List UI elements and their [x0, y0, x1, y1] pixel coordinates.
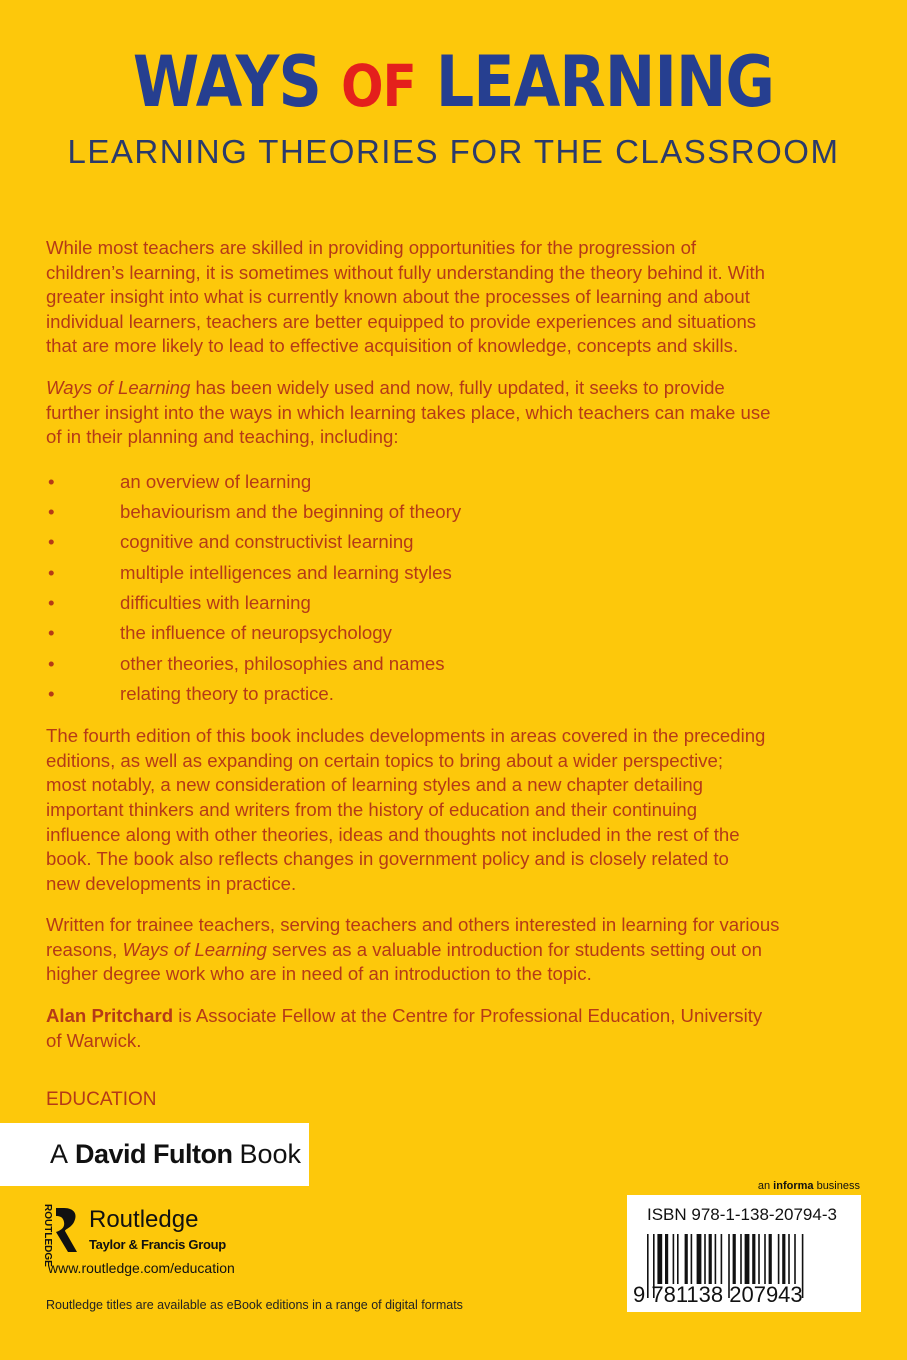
barcode-bar [665, 1234, 668, 1284]
text-line: book. The book also reflects changes in government policy and is closely related to [46, 848, 729, 870]
text-line: of Warwick. [46, 1029, 142, 1051]
title-ways: WAYS [132, 41, 342, 123]
barcode-number: 9 781138 207943 [633, 1282, 803, 1307]
barcode-bar [733, 1234, 736, 1284]
text-line [46, 1004, 876, 1029]
barcode-bar [704, 1234, 706, 1284]
text-line: editions, as well as expanding on certain topics to bring about a wider perspective; [46, 749, 724, 771]
paragraph-audience [46, 913, 876, 987]
list-item [46, 649, 876, 679]
category-label: EDUCATION [46, 1089, 157, 1110]
publisher-url[interactable]: www.routledge.com/education [48, 1260, 235, 1276]
list-item-text: other theories, philosophies and names [120, 652, 445, 674]
barcode-bar [709, 1234, 712, 1284]
paragraph-update [46, 376, 876, 450]
list-item-text: relating theory to practice. [120, 682, 334, 704]
list-item-text: multiple intelligences and learning styles [120, 561, 452, 583]
text-line: The fourth edition of this book includes developments in areas covered in the preceding [46, 725, 766, 747]
text-line: that are more likely to lead to effective acquisition of knowledge, concepts and skills. [46, 335, 739, 357]
barcode-bar [721, 1234, 723, 1284]
informa-business [758, 1180, 860, 1192]
list-item [46, 497, 876, 527]
ebook-note: Routledge titles are available as eBook editions in a range of digital formats [46, 1298, 463, 1312]
author-bio [46, 1004, 876, 1053]
author-name: Alan Pritchard [46, 1005, 174, 1027]
publisher-group: Taylor & Francis Group [89, 1237, 226, 1252]
book-subtitle: LEARNING THEORIES FOR THE CLASSROOM [67, 133, 840, 170]
barcode-bar [685, 1234, 688, 1284]
text-line: most notably, a new consideration of learning styles and a new chapter detailing [46, 774, 704, 796]
barcode-bar [752, 1234, 755, 1284]
imprint-a: A [50, 1139, 69, 1169]
title-of: OF [341, 52, 416, 120]
text-span: business [813, 1180, 860, 1192]
paragraph-edition [46, 724, 876, 896]
text-line: greater insight into what is currently known about the processes of learning and about [46, 286, 750, 308]
publisher-name: Routledge [89, 1206, 199, 1233]
bullet: • [48, 561, 55, 583]
bullet: • [48, 622, 55, 644]
bullet: • [48, 470, 55, 492]
list-item-text: cognitive and constructivist learning [120, 531, 414, 553]
barcode-bar [673, 1234, 675, 1284]
imprint-banner [0, 1123, 309, 1186]
informa-brand: informa [773, 1180, 814, 1192]
text-line: individual learners, teachers are better equipped to provide experiences and situations [46, 310, 757, 332]
text-line [46, 376, 876, 401]
bullet: • [48, 591, 55, 613]
barcode-bar [745, 1234, 750, 1284]
barcode-bar [740, 1234, 742, 1284]
list-item [46, 558, 876, 588]
book-title-italic: Ways of Learning [122, 938, 267, 960]
barcode-bar [758, 1234, 760, 1284]
text-line: new developments in practice. [46, 872, 297, 894]
barcode-bar [691, 1234, 693, 1284]
bullet: • [48, 652, 55, 674]
text-line [46, 938, 876, 963]
routledge-logo-icon [54, 1206, 86, 1254]
bullet: • [48, 682, 55, 704]
text-line: Written for trainee teachers, serving teachers and others interested in learning for various [46, 914, 780, 936]
text-span: has been widely used and now, fully updated, it seeks to provide [190, 376, 725, 398]
barcode-bar [657, 1234, 662, 1284]
barcode-bar [764, 1234, 766, 1284]
topics-list [46, 467, 876, 709]
list-item [46, 527, 876, 557]
imprint-name: David Fulton [75, 1139, 233, 1169]
isbn-text: ISBN 978-1-138-20794-3 [647, 1205, 837, 1224]
list-item-text: behaviourism and the beginning of theory [120, 501, 462, 523]
text-line: While most teachers are skilled in providing opportunities for the progression of [46, 237, 697, 258]
barcode-bar [769, 1234, 772, 1284]
book-title [63, 40, 843, 128]
title-learning: LEARNING [415, 41, 775, 123]
text-line: of in their planning and teaching, including: [46, 426, 399, 448]
bullet: • [48, 501, 55, 523]
text-span: an [757, 1180, 774, 1192]
barcode-bar [788, 1234, 790, 1284]
barcode-bar [697, 1234, 702, 1284]
text-line: children’s learning, it is sometimes without fully understanding the theory behind it. With [46, 261, 765, 283]
text-line: influence along with other theories, ideas and thoughts not included in the rest of the [46, 823, 740, 845]
bullet: • [48, 531, 55, 553]
barcode-bar [782, 1234, 785, 1284]
list-item [46, 618, 876, 648]
text-span: is Associate Fellow at the Centre for Professional Education, University [173, 1005, 763, 1027]
text-span: reasons, [46, 938, 123, 960]
list-item [46, 467, 876, 497]
list-item [46, 679, 876, 709]
blurb [46, 236, 876, 1070]
barcode-bar [677, 1234, 679, 1284]
barcode-bar [715, 1234, 717, 1284]
list-item-text: an overview of learning [120, 470, 312, 492]
text-line: important thinkers and writers from the history of education and their continuing [46, 798, 698, 820]
paragraph-intro [46, 236, 876, 359]
barcode-bar [794, 1234, 796, 1284]
list-item [46, 588, 876, 618]
list-item-text: the influence of neuropsychology [120, 622, 392, 644]
barcode-bar [778, 1234, 780, 1284]
text-span: serves as a valuable introduction for students setting out on [266, 938, 762, 960]
book-title-italic: Ways of Learning [46, 376, 191, 398]
routledge-logo-text: ROUTLEDGE [42, 1204, 53, 1267]
text-line: further insight into the ways in which learning takes place, which teachers can make use [46, 401, 771, 423]
list-item-text: difficulties with learning [120, 591, 311, 613]
imprint-book: Book [239, 1139, 302, 1169]
barcode-box [627, 1195, 861, 1312]
text-line: higher degree work who are in need of an introduction to the topic. [46, 963, 592, 985]
